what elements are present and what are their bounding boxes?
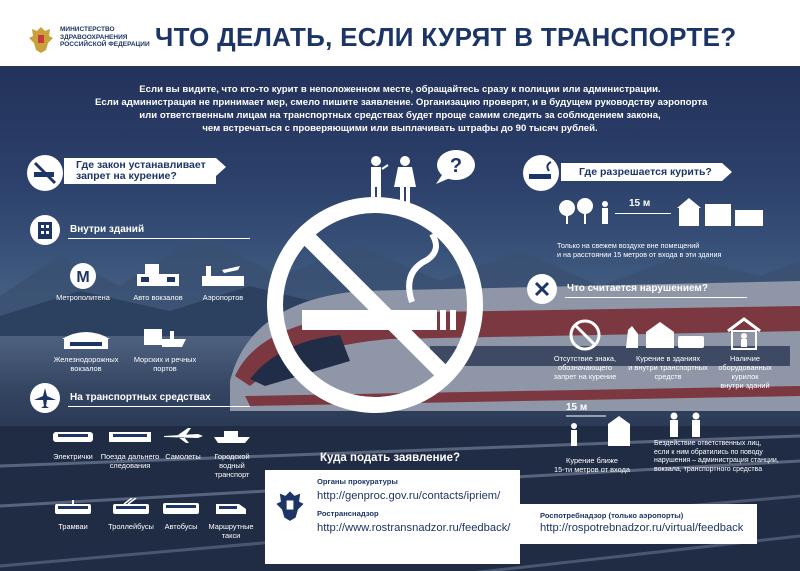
no-sign-label-line-3: запрет на курение <box>553 372 617 381</box>
inaction-label <box>654 440 794 474</box>
intro-line-4: чем встречаться с проверяющими или выплачивать штрафы до 90 тысяч рублей. <box>202 123 598 134</box>
suburban-train-label <box>43 452 103 461</box>
inaction-icon <box>664 412 708 438</box>
smoking-near-entrance-icon <box>562 412 634 448</box>
smoking-room-label-line-2: оборудованных <box>718 363 772 372</box>
prosecutor-link[interactable]: http://genproc.gov.ru/contacts/ipriem/ <box>317 490 501 502</box>
smoking-indoors-label-line-1: Курение в зданиях <box>635 354 701 363</box>
inaction-label-line-2: если к ним обратились по поводу <box>654 448 763 456</box>
smoking-near-entrance-label <box>547 456 637 474</box>
smoking-indoors-label <box>622 354 714 381</box>
divider <box>68 238 250 239</box>
railway-station-label-line-2: вокзалов <box>70 364 102 373</box>
no-smoking-sign-icon <box>262 192 488 418</box>
inaction-label-line-1: Бездействие ответственных лиц, <box>654 440 762 447</box>
allowed-text <box>557 241 762 259</box>
violation-circle <box>527 274 557 304</box>
airport-icon <box>200 262 246 290</box>
plane-icon <box>30 383 60 413</box>
airport-label-line-1: Аэропортов <box>202 293 244 302</box>
sea-port-label-line-2: портов <box>153 364 177 373</box>
prosecutor-org: Органы прокуратуры <box>317 477 398 486</box>
suburban-train-icon <box>52 430 94 444</box>
allowed-text-line-2: и на расстоянии 15 метров от входа в эти здания <box>557 250 722 259</box>
railway-station-label <box>45 355 127 373</box>
divider <box>68 406 250 407</box>
minibus-label <box>201 522 261 540</box>
svg-text:?: ? <box>449 155 463 177</box>
ship-label-line-1: Городской <box>214 452 250 461</box>
metro-label-line-1: Метрополитена <box>56 293 110 302</box>
distance-label: 15 м <box>629 198 651 209</box>
ship-icon <box>212 428 252 444</box>
distance-arrow <box>615 213 671 214</box>
ministry-line-2: ЗДРАВООХРАНЕНИЯ <box>60 33 128 41</box>
no-cigarette-icon <box>27 155 63 191</box>
trolleybus-icon <box>112 498 150 516</box>
airplane-label-line-1: Самолеты <box>165 452 201 461</box>
transport-circle <box>30 383 60 413</box>
sea-port-icon <box>140 325 190 353</box>
rospotrebnadzor-org: Роспотребнадзор (только аэропорты) <box>540 511 684 520</box>
inaction-label-line-4: вокзала, транспортного средства <box>654 465 763 473</box>
bus-label-line-1: Автобусы <box>164 522 198 531</box>
airplane-icon <box>162 426 204 444</box>
no-sign-label-line-2: обозначающего <box>557 363 613 372</box>
page-title: ЧТО ДЕЛАТЬ, ЕСЛИ КУРЯТ В ТРАНСПОРТЕ? <box>155 22 737 52</box>
minibus-icon <box>215 500 247 516</box>
contacts-heading: Куда подать заявление? <box>320 452 461 464</box>
long-distance-train-label-line-1: Поезда дальнего <box>100 452 160 461</box>
no-smoking-circle <box>27 155 63 191</box>
inside-buildings-heading: Внутри зданий <box>70 224 145 235</box>
railway-station-label-line-1: Железнодорожных <box>53 355 119 364</box>
intro-line-2: Если администрация не принимает мер, смело пишите заявление. Организацию проверят, и в будущем руководству аэропорта <box>95 97 708 108</box>
buildings-row-icon <box>675 194 765 228</box>
law-heading-line-2: запрет на курение? <box>76 170 177 182</box>
trees-and-person-icon <box>557 196 615 226</box>
smoking-room-label-line-1: Наличие <box>730 354 760 363</box>
ministry-line-3: РОССИЙСКОЙ ФЕДЕРАЦИИ <box>60 41 150 48</box>
rostransnadzor-link[interactable]: http://www.rostransnadzor.ru/feedback/ <box>317 522 511 534</box>
russian-eagle-emblem-icon <box>275 488 305 522</box>
rostransnadzor-org: Ространснадзор <box>317 509 379 518</box>
smoking-near-entrance-label-line-1: Курение ближе <box>566 456 618 465</box>
intro-line-1: Если вы видите, что кто-то курит в неположенном месте, обращайтесь сразу к полиции или администрации. <box>139 84 661 95</box>
building-icon <box>30 215 60 245</box>
smoking-indoors-label-line-3: средств <box>654 372 682 381</box>
contacts-box-2 <box>520 504 757 544</box>
header <box>0 0 800 66</box>
intro-line-3: или ответственным лицам на транспортных средствах будет проще самим следить за соблюдением закона, <box>139 110 661 121</box>
rospotrebnadzor-link[interactable]: http://rospotrebnadzor.ru/virtual/feedback <box>540 522 744 534</box>
question-bubble-icon <box>432 148 476 186</box>
metro-label <box>52 293 114 302</box>
sea-port-label <box>125 355 205 373</box>
law-heading-line-1: Где закон устанавливает <box>76 159 206 171</box>
ministry-line-1: МИНИСТЕРСТВО <box>60 26 115 33</box>
bus-icon <box>162 500 200 516</box>
minibus-label-line-1: Маршрутные <box>208 522 254 531</box>
distance-label-2: 15 м <box>566 402 588 413</box>
long-distance-train-icon <box>108 430 152 444</box>
smoking-room-icon <box>726 317 762 351</box>
cross-icon <box>527 274 557 304</box>
no-sign-icon <box>568 318 602 352</box>
ministry-name <box>60 26 150 49</box>
minibus-label-line-2: такси <box>221 531 241 540</box>
intro-text <box>95 83 708 135</box>
long-distance-train-label-line-2: следования <box>109 461 151 470</box>
divider <box>565 297 747 298</box>
violation-heading: Что считается нарушением? <box>567 283 708 294</box>
suburban-train-label-line-1: Электрички <box>53 452 93 461</box>
allowed-text-line-1: Только на свежем воздухе вне помещений <box>557 241 700 250</box>
transport-heading: На транспортных средствах <box>70 392 211 403</box>
cigarette-icon <box>523 155 559 191</box>
tram-icon <box>54 500 92 516</box>
ship-label <box>205 452 259 479</box>
ship-label-line-2: водный <box>219 461 245 470</box>
tram-label <box>43 522 103 531</box>
smoking-room-label-line-3: курилок <box>731 372 759 381</box>
no-sign-label <box>543 354 627 381</box>
inaction-label-line-3: нарушения – администрация станции, <box>654 457 779 464</box>
svg-text:М: М <box>76 269 90 286</box>
smoking-indoors-icon <box>624 318 706 350</box>
smoking-room-label-line-4: внутри зданий <box>720 381 770 390</box>
tram-label-line-1: Трамваи <box>58 522 88 531</box>
smoking-indoors-label-line-2: и внутри транспортных <box>628 363 708 372</box>
smoking-near-entrance-label-line-2: 15-ти метров от входа <box>553 465 631 474</box>
contacts-box <box>265 470 520 564</box>
bus-station-label-line-1: Авто вокзалов <box>133 293 183 302</box>
smoking-room-label <box>712 354 778 390</box>
sea-port-label-line-1: Морских и речных <box>133 355 197 364</box>
bus-station-icon <box>135 262 181 290</box>
allowed-heading: Где разрешается курить? <box>561 163 722 181</box>
bus-station-label <box>125 293 191 302</box>
smoking-allowed-circle <box>523 155 559 191</box>
law-heading <box>64 158 216 184</box>
no-sign-label-line-1: Отсутствие знака, <box>553 354 617 363</box>
ship-label-line-3: транспорт <box>214 470 250 479</box>
metro-icon <box>68 262 98 290</box>
building-circle <box>30 215 60 245</box>
trolleybus-label-line-1: Троллейбусы <box>108 522 154 531</box>
airport-label <box>190 293 256 302</box>
russian-eagle-emblem-icon <box>28 24 54 54</box>
railway-station-icon <box>60 325 112 353</box>
